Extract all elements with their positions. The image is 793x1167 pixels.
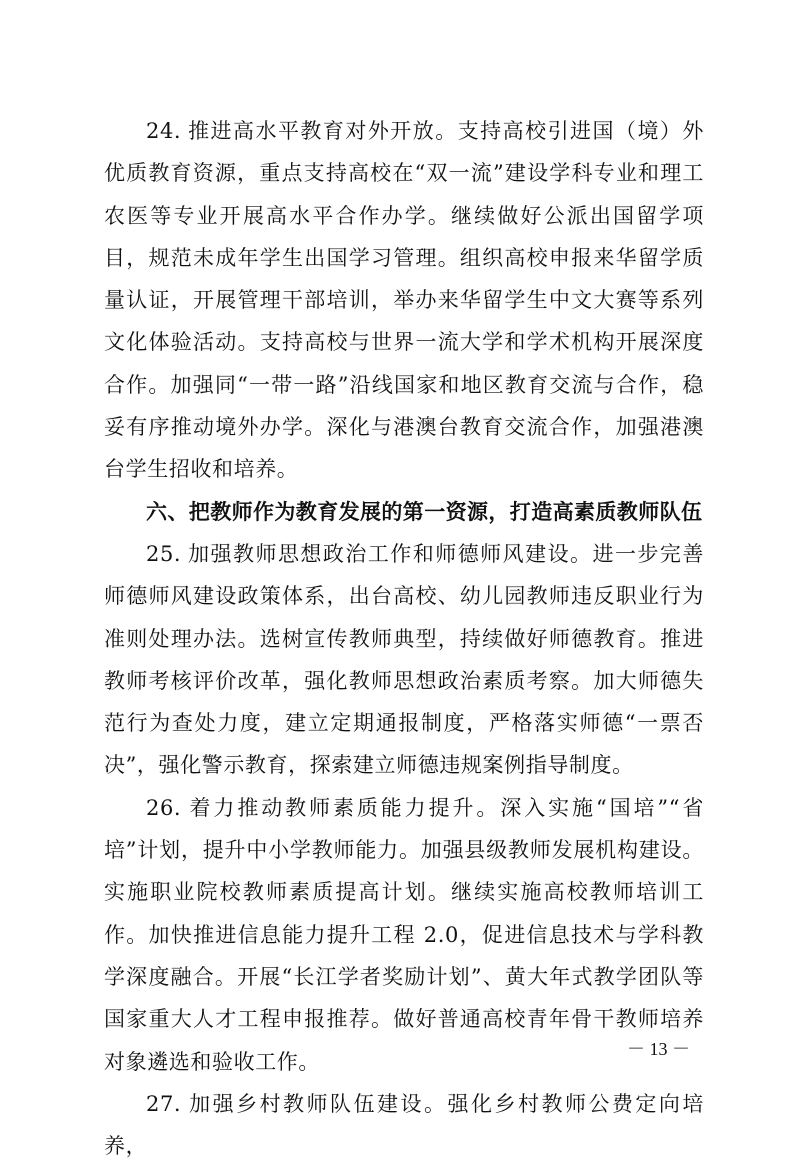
- paragraph-number: 27.: [146, 1091, 182, 1116]
- paragraph-number: 24.: [146, 119, 182, 143]
- paragraph-text: 推进高水平教育对外开放。支持高校引进国（境）外优质教育资源，重点支持高校在“双一流”建设学科专业和理工农医等专业开展高水平合作办学。继续做好公派出国留学项目，规范未成年学生出国学习管理。组织高校申报来华留学质量认证，开展管理干部培训，举办来华留学生中文大赛等系列文化体验活动。支持高校与世界一流大学和学术机构开展深度合作。加强同“一带一路”沿线国家和地区教育交流与合作，稳妥有序推动境外办学。深化与港澳台教育交流合作，加强港澳台学生招收和培养。: [104, 119, 704, 482]
- paragraph-24: [104, 110, 704, 491]
- paragraph-text: 着力推动教师素质能力提升。深入实施“国培”“省培”计划，提升中小学教师能力。加强县级教师发展机构建设。实施职业院校教师素质提高计划。继续实施高校教师培训工作。加快推进信息能力提升工程 2.0，促进信息技术与学科教学深度融合。开展“长江学者奖励计划”、黄大年式教学团队等国家重大人才工程申报推荐。做好普通高校青年骨干教师培养对象遴选和验收工作。: [104, 795, 704, 1074]
- paragraph-number: 26.: [146, 795, 182, 820]
- page-content: [104, 110, 704, 1167]
- section-heading: 六、把教师作为教育发展的第一资源，打造高素质教师队伍: [146, 499, 703, 524]
- paragraph-text: 加强乡村教师队伍建设。强化乡村教师公费定向培养，: [104, 1091, 704, 1159]
- paragraph-number: 25.: [146, 541, 182, 566]
- page-number: － 13 －: [627, 1039, 690, 1059]
- paragraph-25: [104, 533, 704, 787]
- paragraph-27: [104, 1083, 704, 1167]
- paragraph-26: [104, 787, 704, 1083]
- paragraph-text: 加强教师思想政治工作和师德师风建设。进一步完善师德师风建设政策体系，出台高校、幼儿园教师违反职业行为准则处理办法。选树宣传教师典型，持续做好师德教育。推进教师考核评价改革，强化教师思想政治素质考察。加大师德失范行为查处力度，建立定期通报制度，严格落实师德“一票否决”，强化警示教育，探索建立师德违规案例指导制度。: [104, 541, 704, 778]
